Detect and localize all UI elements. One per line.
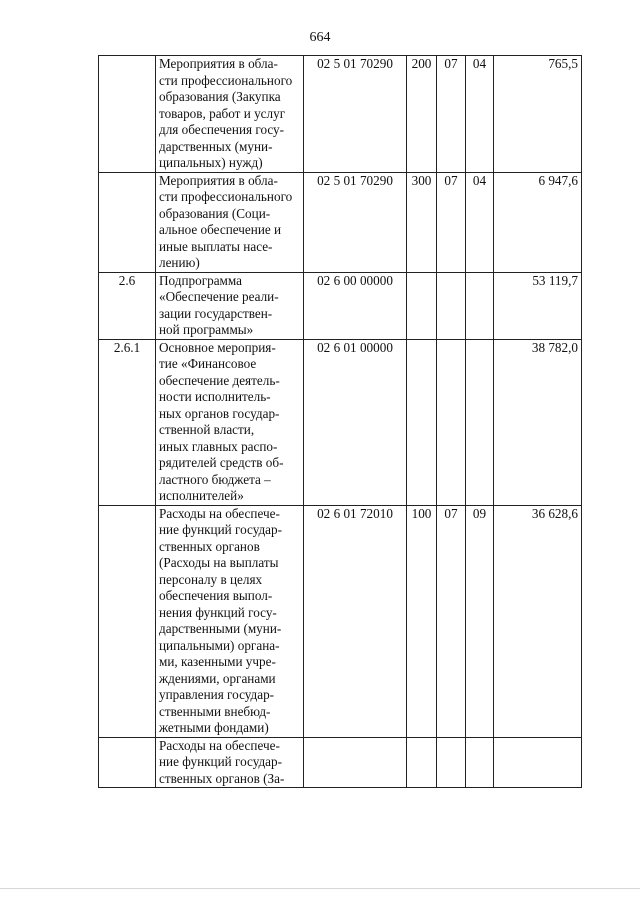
item-name-cell: Расходы на обеспече- ние функций государ- ственных органов (Расходы на выплаты персоналу в целях обеспечения выпол- нения функций госу- дарственными (муни- ципальными) органа- ми, казенными учре- ждениями, органами управления государ- ственными внебюд- жетными фондами) xyxy=(156,505,304,737)
amount-cell xyxy=(494,737,582,788)
item-number-cell: 2.6 xyxy=(99,272,156,339)
target-article-code-cell xyxy=(304,737,407,788)
expense-type-cell xyxy=(407,272,437,339)
table-row xyxy=(99,339,582,505)
target-article-code-cell: 02 5 01 70290 xyxy=(304,56,407,173)
subsection-cell xyxy=(466,272,494,339)
item-name-cell: Основное мероприя- тие «Финансовое обеспечение деятель- ности исполнитель- ных органов государ- ственной власти, иных главных распо- рядителей средств об- ластного бюджета – исполнителей» xyxy=(156,339,304,505)
subsection-cell: 04 xyxy=(466,56,494,173)
subsection-cell xyxy=(466,339,494,505)
expense-type-cell: 200 xyxy=(407,56,437,173)
target-article-code-cell: 02 6 01 72010 xyxy=(304,505,407,737)
item-name-cell: Мероприятия в обла- сти профессионального образования (Соци- альное обеспечение и иные выплаты насе- лению) xyxy=(156,172,304,272)
table-row xyxy=(99,172,582,272)
expense-type-cell: 300 xyxy=(407,172,437,272)
target-article-code-cell: 02 5 01 70290 xyxy=(304,172,407,272)
section-cell xyxy=(437,339,466,505)
section-cell xyxy=(437,737,466,788)
item-name-cell: Подпрограмма «Обеспечение реали- зации государствен- ной программы» xyxy=(156,272,304,339)
section-cell xyxy=(437,272,466,339)
table-row xyxy=(99,505,582,737)
target-article-code-cell: 02 6 00 00000 xyxy=(304,272,407,339)
subsection-cell xyxy=(466,737,494,788)
expense-type-cell: 100 xyxy=(407,505,437,737)
section-cell: 07 xyxy=(437,172,466,272)
table-row xyxy=(99,56,582,173)
amount-cell: 38 782,0 xyxy=(494,339,582,505)
item-name-cell: Мероприятия в обла- сти профессионального образования (Закупка товаров, работ и услуг для обеспечения госу- дарственных (муни- ципальных) нужд) xyxy=(156,56,304,173)
amount-cell: 53 119,7 xyxy=(494,272,582,339)
scan-artifact-line xyxy=(0,888,640,889)
target-article-code-cell: 02 6 01 00000 xyxy=(304,339,407,505)
subsection-cell: 09 xyxy=(466,505,494,737)
table-row xyxy=(99,737,582,788)
budget-table xyxy=(98,55,582,788)
page-number: 664 xyxy=(309,30,331,45)
amount-cell: 765,5 xyxy=(494,56,582,173)
expense-type-cell xyxy=(407,339,437,505)
expense-type-cell xyxy=(407,737,437,788)
item-number-cell xyxy=(99,737,156,788)
amount-cell: 6 947,6 xyxy=(494,172,582,272)
item-number-cell xyxy=(99,172,156,272)
item-name-cell: Расходы на обеспече- ние функций государ- ственных органов (За- xyxy=(156,737,304,788)
section-cell: 07 xyxy=(437,56,466,173)
table-row xyxy=(99,272,582,339)
item-number-cell: 2.6.1 xyxy=(99,339,156,505)
section-cell: 07 xyxy=(437,505,466,737)
subsection-cell: 04 xyxy=(466,172,494,272)
item-number-cell xyxy=(99,505,156,737)
amount-cell: 36 628,6 xyxy=(494,505,582,737)
item-number-cell xyxy=(99,56,156,173)
